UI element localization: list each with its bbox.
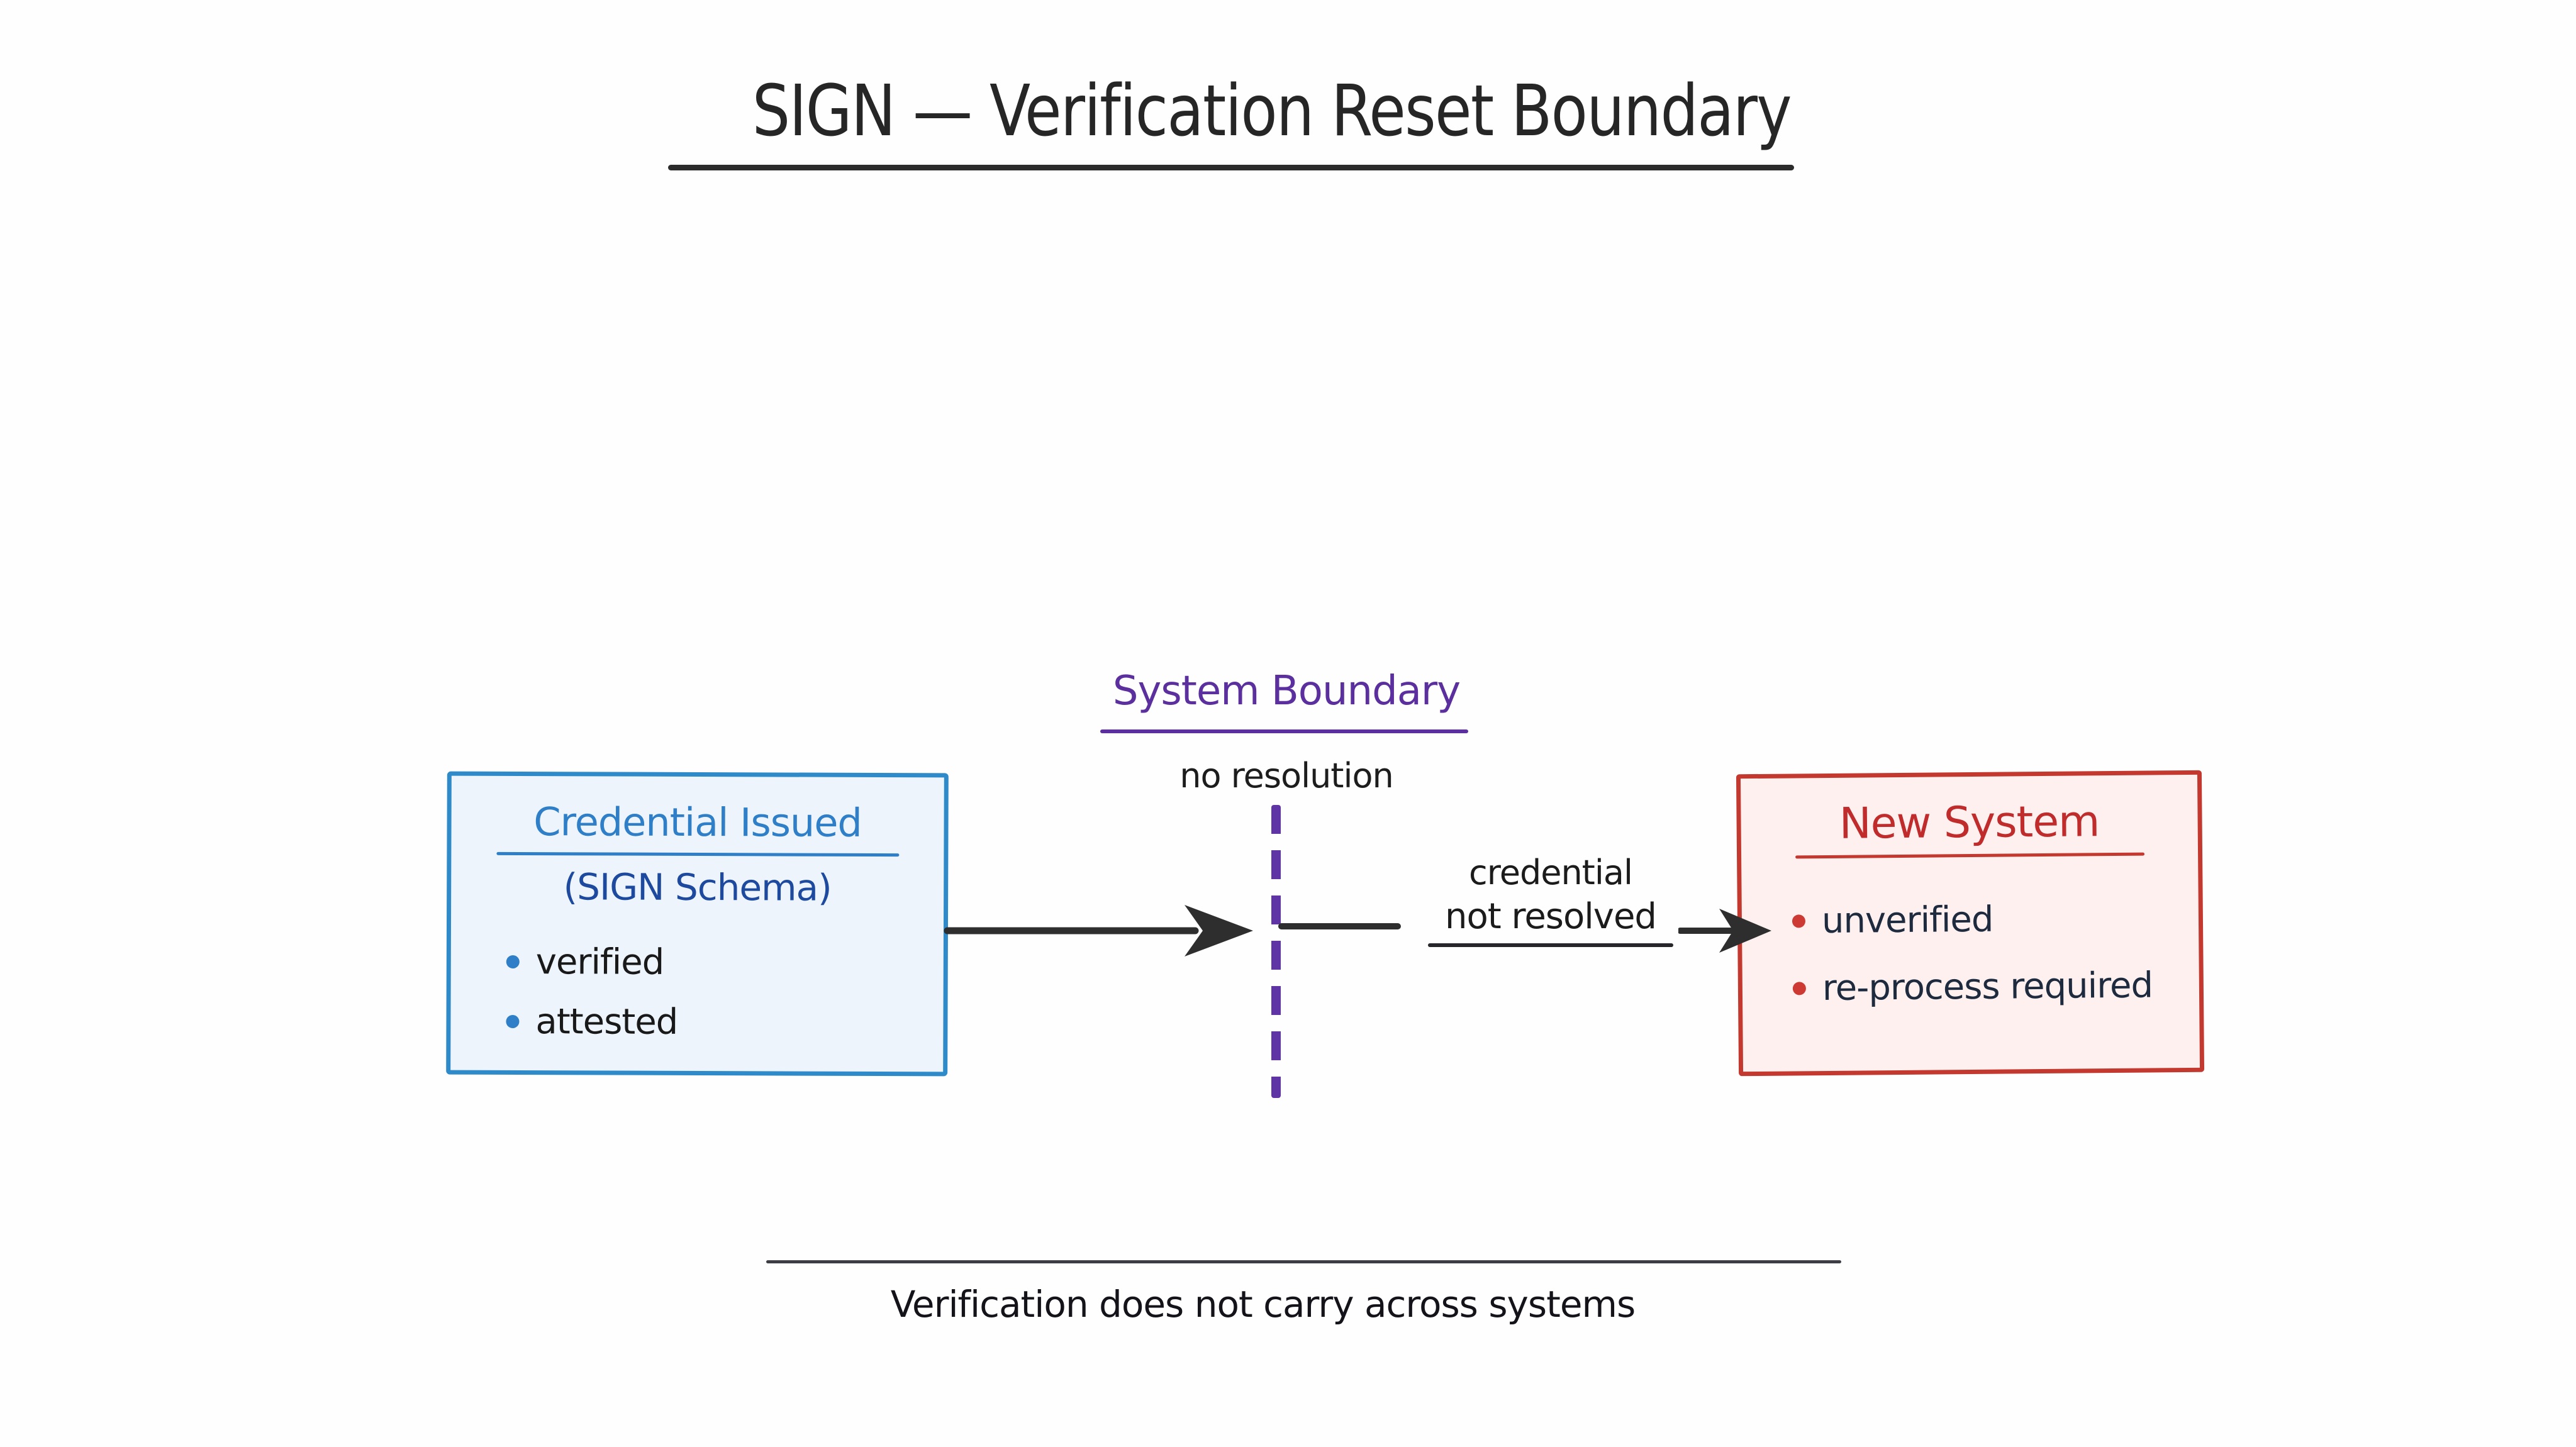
edge-label-line1: credential — [1469, 853, 1632, 892]
system-boundary-label: System Boundary — [1112, 668, 1461, 714]
footer-divider-line — [766, 1260, 1841, 1263]
edge-label-underline — [1428, 943, 1673, 947]
no-resolution-label: no resolution — [1179, 756, 1393, 796]
bullet-dot-icon — [506, 1015, 519, 1028]
bullet-label: re-process required — [1822, 965, 2153, 1009]
system-boundary-dashed-line — [1271, 805, 1281, 1098]
new-system-box — [1736, 770, 2204, 1076]
new-system-title-underline — [1795, 853, 2144, 859]
arrow-to-new-system-icon — [1678, 896, 1773, 965]
list-item — [506, 1001, 943, 1044]
bullet-dot-icon — [506, 955, 520, 968]
diagram-title-underline — [668, 165, 1794, 170]
arrow-credential-to-boundary-icon — [944, 896, 1258, 965]
bullet-label: verified — [535, 941, 664, 983]
edge-label-line2: not resolved — [1445, 896, 1656, 937]
bullet-dot-icon — [1792, 914, 1805, 928]
footer-caption: Verification does not carry across systems — [890, 1283, 1636, 1326]
connector-line — [1278, 923, 1401, 929]
credential-issued-box — [446, 772, 949, 1077]
list-item — [1792, 897, 2199, 943]
new-system-title: New System — [1839, 797, 2100, 849]
system-boundary-underline — [1100, 729, 1468, 733]
diagram-title-wrap — [661, 70, 1793, 152]
list-item — [506, 941, 944, 984]
bullet-dot-icon — [1793, 982, 1806, 995]
new-system-bullet-list — [1792, 897, 2199, 1010]
bullet-label: attested — [535, 1001, 678, 1043]
credential-issued-title-underline — [496, 852, 899, 857]
edge-label — [1419, 853, 1683, 947]
credential-issued-title: Credential Issued — [533, 799, 862, 846]
bullet-label: unverified — [1821, 899, 1993, 942]
list-item — [1793, 964, 2200, 1010]
diagram-title: SIGN — Verification Reset Boundary — [752, 70, 1791, 152]
sign-schema-subtitle: (SIGN Schema) — [563, 865, 832, 909]
credential-issued-bullet-list — [506, 941, 944, 1044]
